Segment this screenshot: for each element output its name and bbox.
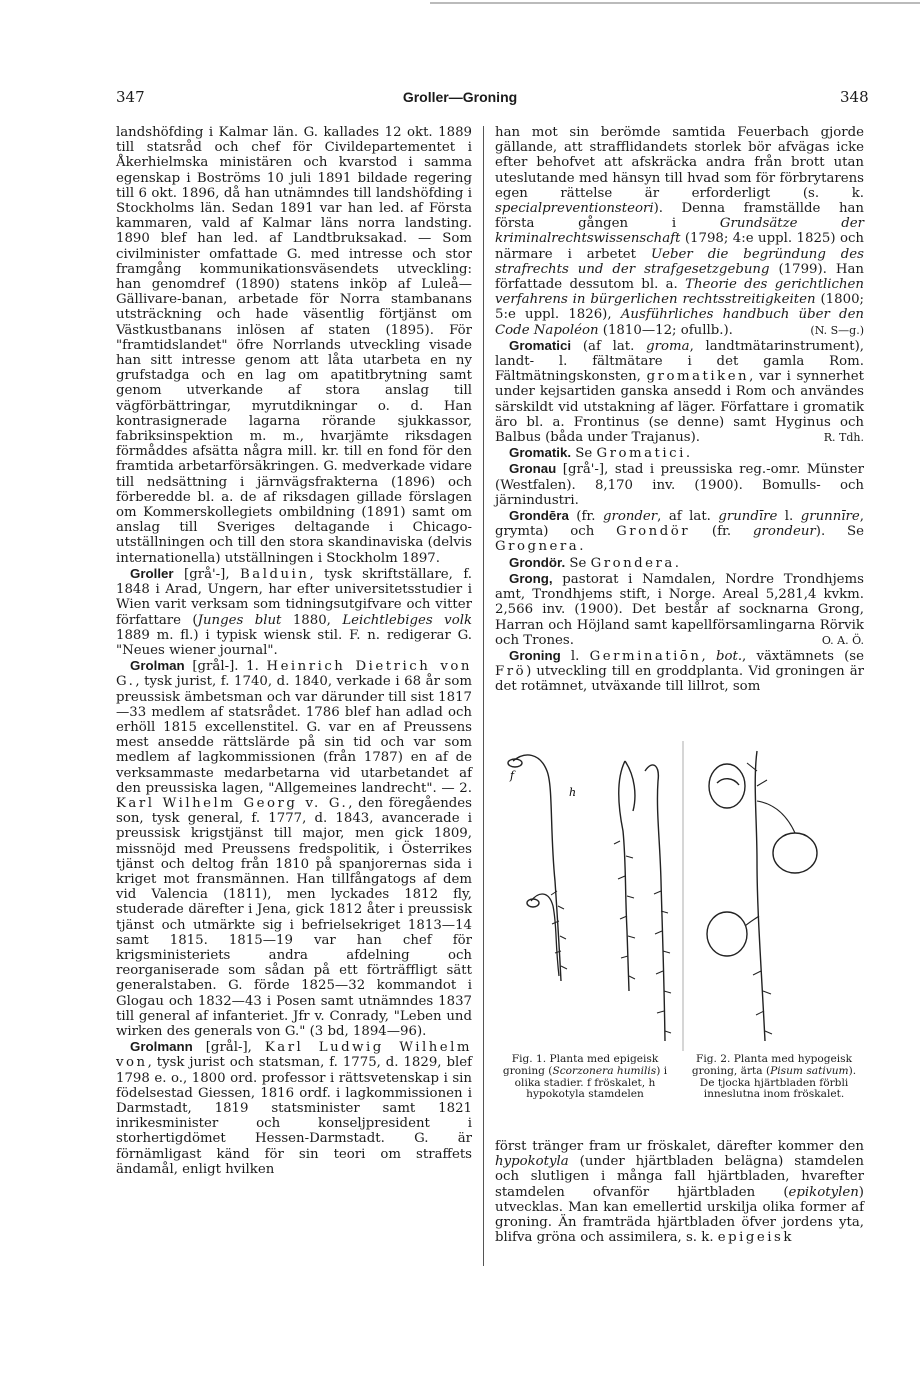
headword-grolman: Grolman	[130, 658, 185, 674]
headword-grong: Grong,	[509, 570, 553, 586]
entry-text: l.	[777, 509, 801, 525]
term: specialpreventionsteori	[495, 201, 654, 217]
term: grondeur	[753, 524, 816, 540]
work-title: Leichtlebiges volk	[342, 612, 473, 628]
entry-text: (1810—12; ofullb.).	[598, 322, 733, 338]
headword-gronau: Gronau	[509, 461, 557, 477]
term: groma	[646, 338, 690, 354]
person-name: Balduin	[240, 566, 310, 582]
pronunciation: [grå'-],	[173, 566, 241, 582]
headword-grolmann: Grolmann	[130, 1039, 193, 1055]
term: epikotylen	[788, 1184, 859, 1200]
entry-continuation: landshöfding i Kalmar län. G. kallades 12 okt. 1889 till statsråd och chef för Civildepartementet i Åkerhielmska ministären och kvarstod i samma egenskap i Boströms 10 juli 1891 bildade regering till 6 okt. 1896, då han utnämndes till landshöfding i Stockholms län. Sedan 1891 var han led. af Första kammaren, vald af Kalmar läns norra landsting. 1890 blef han led. af Landtbruksakad. — Som civilminister omfattade G. med intresse och stor framgång kommunikationsväsendets utveckling: han genomdref (1890) statens inköp af Luleå—Gällivare-banan, arbetade för Norra stambanans utsträckning och hade väsentlig förtjänst om Västkustbanans inlösen af staten (1895). För "framtidslandet" öfre Norrlands utveckling visade han sitt intresse genom att låta utarbeta en ny grufstadga och en lag om apatitbrytning samt genom utverkande af stora anslag till vägförbättringar, myrutdikningar o. d. Han kontrasignerade lagarna rörande sjukkassor, fabriksinspektion m. m., hvarjämte riksdagen förmåddes afsätta några mill. kr. till en fond för den framtida arbetarförsäkringen. G. medverkade vidare till nedsättning i järnvägsfrakterna (1896) och förberedde bl. a. de af riksdagen gillade förslagen om Kommerskollegiets ombildning (1891) samt om anslag till Sveriges deltagande i Chicago-utställningen och till den stora skandinaviska (delvis internationella) utställningen i Stockholm 1897.	[116, 125, 472, 566]
figure-1-caption	[495, 1054, 675, 1101]
entry-gromatici	[495, 338, 864, 445]
cross-reference: Frö	[495, 664, 527, 680]
caption-text: ). De tjocka hjärtbladen förbli inneslutna inom fröskalet.	[699, 1064, 857, 1101]
author-signature: (N. S—g.)	[810, 323, 864, 337]
work-title: Ueber die begründung des strafrechts und der strafgesetzgebung	[495, 246, 864, 277]
entry-text: 1889 m. fl.) i typisk wiensk stil. F. n. redigerar G. "Neues wiener journal".	[116, 627, 472, 658]
entry-text: l.	[560, 648, 590, 664]
cross-reference: Gromatici.	[596, 446, 693, 462]
term-spaced: Grondör	[616, 524, 691, 540]
seedling-illustration	[495, 741, 864, 1053]
work-title: Ausführliches handbuch über den Code Napoléon	[495, 307, 864, 338]
work-title: Grundsätze der kriminalrechtswissenschaft	[495, 216, 864, 247]
entry-gromatik	[495, 445, 864, 461]
headword-groller: Groller	[130, 565, 174, 581]
entry-text: (af lat.	[571, 338, 647, 354]
fig1-epigeic-seedlings	[508, 741, 683, 1051]
entry-text: , tysk jurist och statsman, f. 1775, d. 1829, blef 1798 e. o., 1800 ord. professor i rättsvetenskap i sin födelsestad Giessen, 1816 ordf. i lagkommissionen i Darmstadt, 1819 statsminister samt 1821 inrikesminister och konseljpresident i storhertigdömet Hessen-Darmstadt. G. är förnämligast känd för sin teori om straffets ändamål, enligt hvilken	[116, 1055, 472, 1177]
person-name: Karl Wilhelm Georg v. G.	[116, 795, 349, 811]
caption-text: Fig. 2. Planta med hypogeisk groning, ärta (	[691, 1053, 853, 1077]
entry-text: (1800; 5:e uppl. 1826),	[495, 292, 865, 323]
entry-text: ) utvecklas. Man kan emellertid urskilja olika former af groning. Än framträda hjärtbladen öfver jordens yta, blifva gröna och assimilera, s. k.	[495, 1184, 864, 1246]
entry-text: ) utveckling till en groddplanta. Vid groningen är det rotämnet, utväxande till lillrot, som	[495, 664, 864, 695]
right-column	[495, 125, 864, 695]
fig2-hypogeic-seedlings	[707, 751, 817, 1041]
entry-groning	[495, 648, 864, 695]
scan-edge-line	[430, 2, 920, 4]
entry-grondor	[495, 555, 864, 571]
entry-text: (1799). Han författade dessutom bl. a.	[495, 261, 864, 293]
entry-text: ). Se	[815, 524, 864, 540]
seedling-stem	[645, 765, 665, 1041]
headword-gromatici: Gromatici	[509, 337, 572, 353]
entry-text: , landtmätarinstrument), landt- l. fältmätare i det gamla Rom. Fältmätningskonsten,	[495, 338, 865, 385]
entry-groning-continued	[495, 1139, 864, 1245]
entry-text: , tysk jurist, f. 1740, d. 1840, verkade i 68 år som preussisk ämbetsman och var därunder till sist 1817—33 medlem af statsrådet. 1786 blef han adlad och erhöll 1815 excellenstitel. G. var en af Preussens mest ansedde rättslärde på sin tid och var som medlem af lagkommissionen (från 1787) en af de verksammaste medarbetarna vid utarbetandet af den preussiska lagen, "Allgemeines landrecht". — 2.	[116, 674, 472, 796]
page-number-right: 348	[840, 88, 869, 106]
page-number-left: 347	[116, 88, 145, 106]
caption-text: ) i olika stadier. f fröskalet, h hypokotyla stamdelen	[514, 1064, 668, 1101]
headword-grondera: Grondēra	[509, 508, 569, 524]
entry-text: (fr.	[690, 524, 753, 540]
figures-block	[495, 741, 864, 1101]
entry-text: , var i synnerhet under kejsartiden ganska ansedd i Rom och användes särskildt vid utstakning af läger. Författare i gromatik äro bl. a. Frontinus (se denne) samt Hyginus och Balbus (båda under Trajanus).	[495, 369, 865, 446]
headword-groning: Groning	[509, 647, 561, 663]
entry-gronau	[495, 461, 864, 508]
caption-species: Scorzonera humilis	[552, 1064, 657, 1077]
entry-text: , den föregåendes son, tysk general, f. 1777, d. 1843, avancerade i preussisk krigstjänst till major, men gick 1809, missnöjd med Preussens fredspolitik, i Österrikes tjänst och deltog från 1810 på spanjorernas sida i kriget mot fransmännen. Han tillfångatogs af dem vid Valencia (1811), men lyckades 1812 fly, studerade därefter i Jena, gick 1812 åter i preussisk tjänst och utmärkte sig i befrielsekriget 1813—14 samt 1815. 1815—19 var han chef för krigsministeriets andra afdelning och reorganiserade som sådan på ett förträffligt sätt generalstaben. G. förde 1825—32 kommandot i Glogau och 1832—43 i Posen samt utnämndes 1837 till general af infanteriet. Jfr v. Conrady, "Leben und wirken des generals von G." (3 bd, 1894—96).	[116, 795, 472, 1039]
entry-text: [grål-]. 1.	[184, 659, 267, 675]
cross-reference: Grognera.	[495, 539, 586, 555]
entry-text: Se	[565, 555, 591, 571]
column-divider	[483, 126, 484, 1266]
entry-text: [grål-],	[192, 1040, 265, 1056]
term: grundīre	[718, 509, 778, 525]
caption-text: Fig. 1. Planta med epigeisk groning (	[502, 1053, 659, 1077]
term: gronder	[602, 509, 658, 525]
fig-label-f: f	[510, 769, 515, 782]
author-signature: R. Tdh.	[823, 431, 864, 445]
work-title: Theorie des gerichtlichen verfahrens in bürgerlichen rechtsstreitigkeiten	[495, 277, 864, 308]
work-title: Junges blut	[197, 612, 282, 628]
pea-seed	[709, 764, 745, 808]
person-name: Heinrich Dietrich von G.	[116, 659, 472, 690]
left-column	[116, 125, 472, 1177]
entry-text: först tränger fram ur fröskalet, därefter kommer den	[495, 1139, 864, 1154]
seedling-stem	[513, 755, 561, 981]
entry-grondera	[495, 508, 864, 555]
cross-reference: Grondera.	[590, 555, 682, 571]
term: bot.	[715, 648, 743, 664]
entry-grolmann	[116, 1039, 472, 1177]
term: grunnīre	[800, 509, 860, 525]
term: hypokotyla	[495, 1154, 569, 1170]
figure-2-caption	[685, 1054, 863, 1101]
caption-species: Pisum sativum	[770, 1064, 849, 1077]
running-head: Groller—Groning	[402, 89, 518, 105]
fig-label-h: h	[569, 786, 577, 799]
entry-text: , tysk skriftställare, f. 1848 i Arad, Ungern, har efter universitetsstudier i Wien varit verksam som tidningsutgifvare och vitter författare (	[116, 566, 473, 628]
term-spaced: epigeisk	[717, 1230, 794, 1246]
entry-grong	[495, 571, 864, 648]
pea-seed	[707, 912, 747, 956]
entry-text: , växtämnets (se	[742, 648, 865, 664]
entry-grolman	[116, 658, 472, 1039]
term-spaced: gromatiken	[646, 369, 750, 385]
author-signature: O. A. Ö.	[821, 633, 864, 647]
entry-text: , grymta) och	[495, 509, 864, 540]
pea-seed	[773, 833, 817, 873]
entry-text: (under hjärtbladen belägna) stamdelen och slutligen i många fall hjärtbladen, hvarefter stamdelen ofvanför hjärtbladen (	[495, 1154, 864, 1200]
entry-text: (fr.	[568, 509, 603, 525]
entry-text: ,	[701, 648, 716, 664]
headword-grondor: Grondör.	[509, 554, 566, 570]
entry-text: Se	[571, 446, 597, 462]
entry-text: pastorat i Namdalen, Nordre Trondhjems amt, Trondhjems stift, i Norge. Areal 5,281,4 kvkm. 2,566 inv. (1900). Det består af socknarna Grong, Harran och Höjland samt kapellförsamlingarna Rörvik och Trones.	[495, 571, 864, 648]
entry-continuation	[495, 125, 864, 338]
entry-text: (1798; 4:e uppl. 1825) och närmare i arbetet	[495, 231, 864, 262]
headword-gromatik: Gromatik.	[509, 445, 572, 461]
entry-text: han mot sin berömde samtida Feuerbach gjorde gällande, att strafflidandets storlek bör afvägas icke efter behofvet att afskräcka andra från brott utan uteslutande med hänsyn till hvad som för förbrytarens egen rättelse är erforderligt (s. k.	[495, 125, 864, 201]
entry-text: 1880,	[281, 612, 343, 628]
entry-text: , af lat.	[657, 509, 719, 525]
term-spaced: Germinatiōn	[589, 648, 702, 664]
pea-stem	[755, 751, 765, 1041]
right-column-continued	[495, 1139, 864, 1245]
entry-text: ). Denna framställde han första gången i	[495, 201, 864, 232]
person-name: Karl Ludwig Wilhelm von	[116, 1040, 472, 1071]
entry-text: [grå'-], stad i preussiska reg.-omr. Münster (Westfalen). 8,170 inv. (1900). Bomulls- och järnindustri.	[495, 462, 864, 508]
entry-groller	[116, 566, 472, 658]
